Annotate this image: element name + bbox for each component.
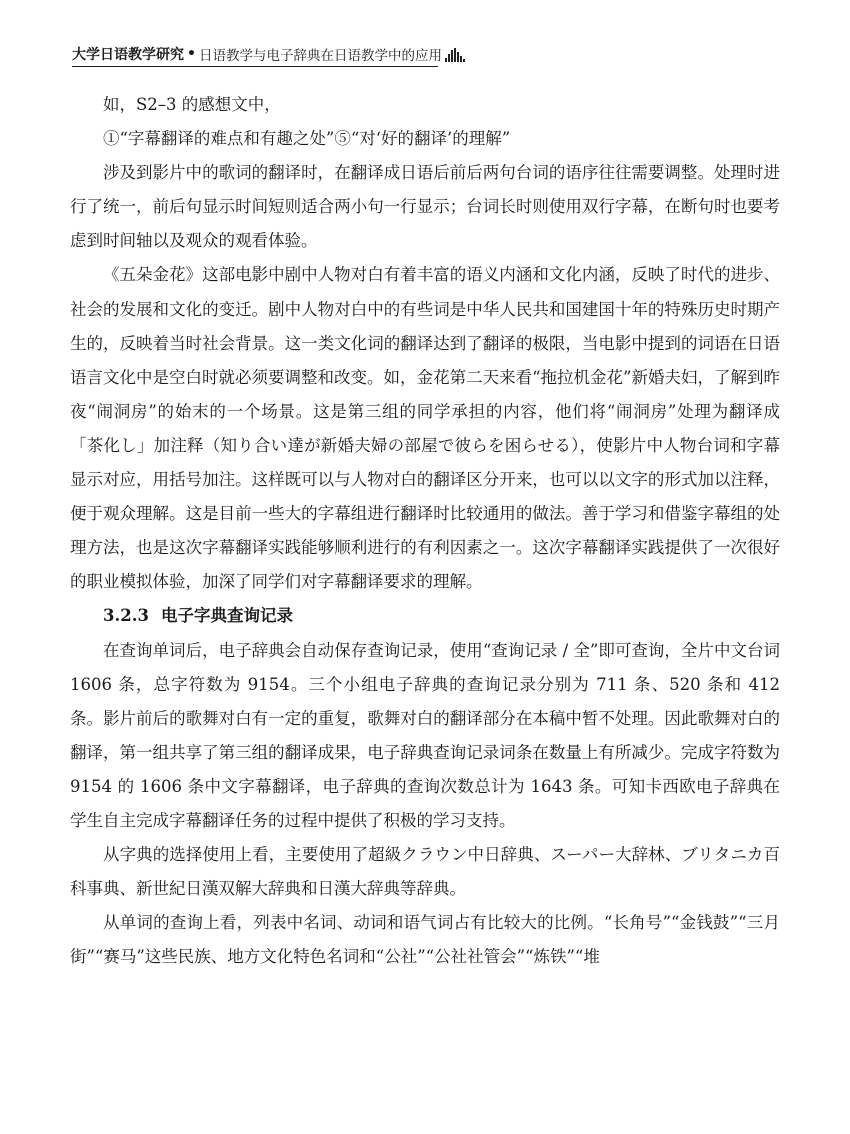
- section-heading: [70, 599, 780, 633]
- journal-name: 大学日语教学研究: [72, 47, 184, 63]
- paragraph-word-queries: 从单词的查询上看，列表中名词、动词和语气词占有比较大的比例。“长角号”“金钱鼓”“三月街”“赛马”这些民族、地方文化特色名词和“公社”“公社社管会”“炼铁”“堆: [70, 913, 780, 967]
- paragraph-intro: 如，S2–3 的感想文中，: [103, 95, 281, 114]
- paper-title: 日语教学与电子辞典在日语教学中的应用: [198, 48, 442, 64]
- paragraph-quotes: ①“字幕翻译的难点和有趣之处”⑤“对‘好的翻译’的理解”: [103, 129, 511, 149]
- header-separator: •: [187, 46, 196, 62]
- paragraph-lyrics: 涉及到影片中的歌词的翻译时，在翻译成日语后前后两句台词的语序往往需要调整。处理时进行了统一，前后句显示时间短则适合两小句一行显示；台词长时则使用双行字幕，在断句时也要考虑到时间轴以及观众的观看体验。: [70, 163, 780, 251]
- header-ornament-icon: [445, 48, 465, 62]
- paragraph-culture: 《五朵金花》这部电影中剧中人物对白有着丰富的语义内涵和文化内涵，反映了时代的进步、社会的发展和文化的变迁。剧中人物对白中的有些词是中华人民共和国建国十年的特殊历史时期产生的，反映着当时社会背景。这一类文化词的翻译达到了翻译的极限，当电影中提到的词语在日语语言文化中是空白时就必须要调整和改变。如，金花第二天来看“拖拉机金花”新婚夫妇，了解到昨夜“闹洞房”的始末的一个场景。这是第三组的同学承担的内容，他们将“闹洞房”处理为翻译成「茶化し」加注释（知り合い達が新婚夫婦の部屋で彼らを困らせる），使影片中人物台词和字幕显示对应，用括号加注。这样既可以与人物对白的翻译区分开来，也可以以文字的形式加以注释，便于观众理解。这是目前一些大的字幕组进行翻译时比较通用的做法。善于学习和借鉴字幕组的处理方法，也是这次字幕翻译实践能够顺利进行的有利因素之一。这次字幕翻译实践提供了一次很好的职业模拟体验，加深了同学们对字幕翻译要求的理解。: [70, 265, 780, 592]
- running-header: [72, 42, 442, 66]
- paragraph-dictionaries: 从字典的选择使用上看，主要使用了超級クラウン中日辞典、スーパー大辞林、ブリタニカ百科事典、新世紀日漢双解大辞典和日漢大辞典等辞典。: [70, 845, 780, 899]
- article-body: [70, 88, 780, 974]
- header-rule: [72, 66, 438, 67]
- paragraph-query-records: 在查询单词后，电子辞典会自动保存查询记录，使用“查询记录 / 全”即可查询，全片中文台词 1606 条，总字符数为 9154。三个小组电子辞典的查询记录分别为 711 条、520 条和 412 条。影片前后的歌舞对白有一定的重复，歌舞对白的翻译部分在本稿中暂不处理。因此歌舞对白的翻译，第一组共享了第三组的翻译成果，电子辞典查询记录词条在数量上有所减少。完成字符数为 9154 的 1606 条中文字幕翻译，电子辞典的查询次数总计为 1643 条。可知卡西欧电子辞典在学生自主完成字幕翻译任务的过程中提供了积极的学习支持。: [70, 640, 780, 830]
- section-title: 电子字典查询记录: [161, 606, 293, 626]
- section-number: 3.2.3: [103, 606, 149, 626]
